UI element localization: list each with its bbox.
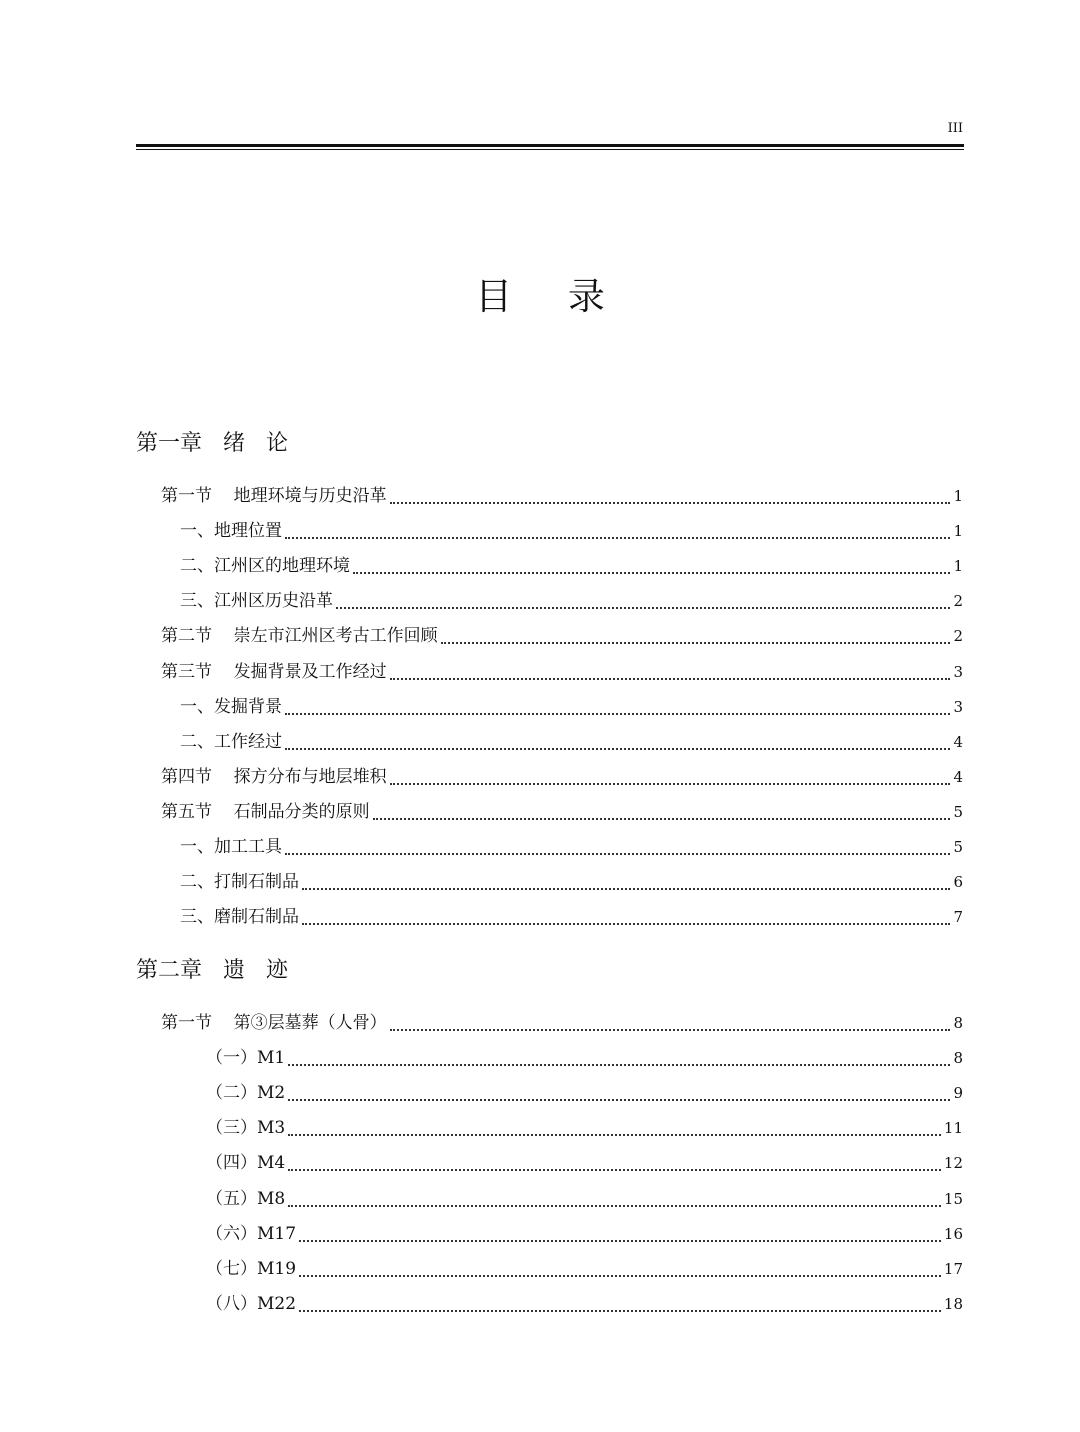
dot-leader (390, 783, 951, 785)
toc-entry-label: 第一节 第③层墓葬（人骨） (161, 1013, 387, 1033)
toc-entry-label: 一、地理位置 (180, 521, 282, 542)
toc-entry[interactable] (206, 1078, 963, 1108)
toc-entry-label: 第一节 地理环境与历史沿革 (161, 486, 387, 506)
toc-entry-label: 三、磨制石制品 (180, 907, 299, 928)
dot-leader (302, 923, 950, 925)
toc-entry-page: 12 (943, 1154, 963, 1173)
toc-entry[interactable] (161, 621, 963, 651)
toc-entry-label: （五）M8 (206, 1188, 286, 1209)
chapter-1-heading[interactable]: 第一章 绪 论 (136, 431, 288, 456)
toc-entry[interactable] (206, 1289, 963, 1319)
toc-entry-label: 二、江州区的地理环境 (180, 556, 350, 577)
toc-entry-page: 5 (953, 838, 963, 856)
chapter-2-heading[interactable]: 第二章 遗 迹 (136, 958, 288, 983)
toc-entry-label: （八）M22 (206, 1293, 297, 1314)
dot-leader (336, 607, 950, 609)
toc-entry[interactable] (206, 1219, 963, 1249)
toc-entry[interactable] (161, 657, 963, 687)
toc-entry-page: 6 (953, 873, 963, 892)
header-rule-thin (136, 149, 964, 150)
dot-leader (390, 1029, 951, 1031)
dot-leader (299, 1275, 941, 1277)
toc-entry-page: 3 (953, 697, 963, 716)
toc-entry-label: （六）M17 (206, 1223, 297, 1244)
toc-entry-page: 8 (953, 1049, 963, 1068)
toc-entry[interactable] (161, 797, 963, 827)
toc-entry-page: 15 (943, 1189, 963, 1208)
dot-leader (353, 572, 950, 574)
toc-entry-page: 17 (943, 1259, 963, 1278)
toc-entry-label: （一）M1 (206, 1048, 286, 1069)
toc-entry-page: 3 (953, 662, 963, 681)
toc-entry-label: 二、打制石制品 (180, 872, 299, 893)
dot-leader (302, 888, 950, 890)
dot-leader (299, 1240, 941, 1242)
toc-title: 目 录 (475, 275, 627, 318)
toc-entry[interactable] (180, 727, 963, 757)
toc-entry-label: （三）M3 (206, 1118, 286, 1139)
dot-leader (390, 502, 951, 504)
toc-entry-page: 11 (943, 1119, 963, 1138)
dot-leader (390, 678, 951, 680)
toc-entry-page: 1 (953, 522, 963, 541)
toc-entry[interactable] (161, 1008, 963, 1038)
toc-entry[interactable] (161, 762, 963, 792)
dot-leader (288, 1205, 941, 1207)
dot-leader (373, 818, 951, 820)
toc-entry[interactable] (206, 1113, 963, 1143)
dot-leader (285, 748, 950, 750)
dot-leader (288, 1134, 941, 1136)
dot-leader (285, 713, 950, 715)
toc-entry-label: 一、发掘背景 (180, 696, 282, 717)
toc-entry[interactable] (180, 692, 963, 722)
toc-entry-label: 二、工作经过 (180, 731, 282, 752)
toc-entry-page: 5 (953, 802, 963, 821)
toc-entry[interactable] (180, 902, 963, 932)
toc-entry-page: 4 (953, 732, 963, 751)
dot-leader (285, 853, 950, 855)
page-number: III (947, 121, 963, 136)
toc-entry-label: （二）M2 (206, 1083, 286, 1104)
dot-leader (441, 642, 951, 644)
toc-entry[interactable] (161, 481, 963, 511)
toc-entry[interactable] (180, 832, 963, 862)
toc-entry-label: （七）M19 (206, 1258, 297, 1279)
toc-entry-page: 7 (953, 908, 963, 927)
toc-entry-page: 4 (953, 767, 963, 786)
toc-entry[interactable] (206, 1184, 963, 1214)
toc-entry[interactable] (206, 1254, 963, 1284)
toc-entry-page: 2 (953, 592, 963, 611)
toc-entry[interactable] (180, 516, 963, 546)
dot-leader (288, 1064, 950, 1066)
toc-entry-page: 16 (943, 1224, 963, 1243)
toc-entry-label: 一、加工工具 (180, 837, 282, 857)
toc-entry[interactable] (206, 1148, 963, 1178)
toc-entry-page: 8 (953, 1014, 963, 1032)
toc-entry-label: 第五节 石制品分类的原则 (161, 801, 370, 822)
toc-entry-label: 第三节 发掘背景及工作经过 (161, 661, 387, 682)
dot-leader (288, 1099, 950, 1101)
toc-entry[interactable] (180, 551, 963, 581)
toc-entry-page: 9 (953, 1084, 963, 1103)
dot-leader (299, 1310, 941, 1312)
toc-entry-label: 第二节 崇左市江州区考古工作回顾 (161, 626, 438, 647)
toc-entry-label: （四）M4 (206, 1153, 286, 1174)
toc-entry[interactable] (180, 586, 963, 616)
toc-entry-label: 三、江州区历史沿革 (180, 591, 333, 612)
dot-leader (288, 1169, 941, 1171)
toc-entry-page: 1 (953, 487, 963, 505)
header-rule-thick (136, 144, 964, 147)
toc-entry[interactable] (180, 867, 963, 897)
toc-entry-label: 第四节 探方分布与地层堆积 (161, 766, 387, 787)
toc-entry-page: 2 (953, 627, 963, 646)
toc-entry-page: 1 (953, 557, 963, 576)
toc-entry[interactable] (206, 1043, 963, 1073)
toc-entry-page: 18 (943, 1294, 963, 1313)
dot-leader (285, 537, 950, 539)
